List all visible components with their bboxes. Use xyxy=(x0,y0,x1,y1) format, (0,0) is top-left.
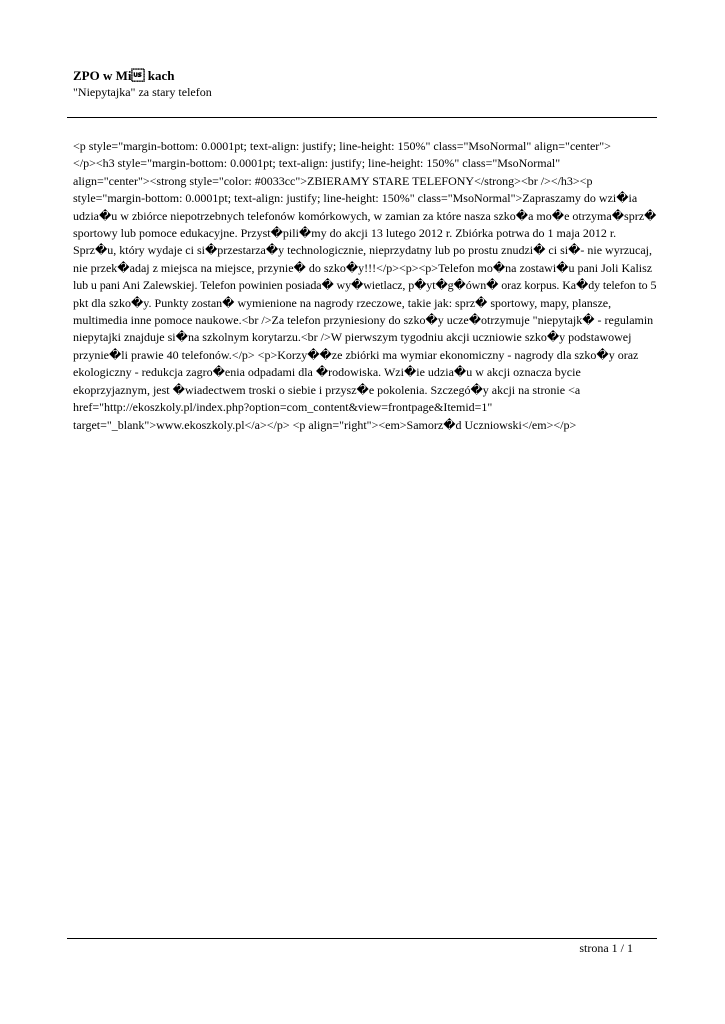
footer-divider xyxy=(67,938,657,939)
body-line: <p style="margin-bottom: 0.0001pt; text-align: justify; line-height: 150%" class="MsoNormal" align="center"> xyxy=(73,139,611,153)
body-line: pkt dla szko�y. Punkty zostan� wymienione na nagrody rzeczowe, takie jak: sprz� sportowy, mapy, plansze, xyxy=(73,295,612,310)
body-line: href="http://ekoszkoly.pl/index.php?option=com_content&view=frontpage&Itemid=1" xyxy=(73,400,493,415)
body-line: ekoprzyjaznym, jest �wiadectwem troski o siebie i przysz�e pokolenia. Szczegó�y akcji na stronie <a xyxy=(73,382,581,397)
body-line: style="margin-bottom: 0.0001pt; text-align: justify; line-height: 150%" class="MsoNormal">Zapraszamy do wzi�ia xyxy=(73,191,638,206)
body-line: sportowy lub pomoce edukacyjne. Przyst�pili�my do akcji 13 lutego 2012 r. Zbiórka potrwa do 1 maja 2012 r. xyxy=(73,226,617,241)
body-line: </p><h3 style="margin-bottom: 0.0001pt; text-align: justify; line-height: 150%" class="MsoNormal" xyxy=(73,156,561,171)
body-line: align="center"><strong style="color: #0033cc">ZBIERAMY STARE TELEFONY</strong><br /></h3><p xyxy=(73,173,593,188)
body-line: Sprz�u, który wydaje ci si�przestarza�y technologicznie, nieprzydatny lub po prostu znudzi� ci si�- nie wyrzucaj, xyxy=(73,243,653,258)
body-line: ekologiczny - redukcja zagro�enia odpadami dla �rodowiska. Wzi�ie udzia�u w akcji oznacza bycie xyxy=(73,365,581,380)
document-title: ZPO w Mi kach xyxy=(73,68,175,83)
body-line: udzia�u w zbiórce niepotrzebnych telefonów komórkowych, w zamian za które nasza szko�a mo�e otrzyma�sprz� xyxy=(73,208,657,223)
document-body xyxy=(73,138,658,434)
header-divider xyxy=(67,117,657,118)
document-header xyxy=(73,67,653,100)
body-line: lub u pani Ani Zalewskiej. Telefon powinien posiada� wy�wietlacz, p�yt�g�ówn� oraz korpus. Ka�dy telefon to 5 xyxy=(73,278,657,293)
document-subtitle: "Niepytajka" za stary telefon xyxy=(73,85,212,99)
body-line: nie przek�adaj z miejsca na miejsce, przynie� do szko�y!!!</p><p><p>Telefon mo�na zostawi�u pani Joli Kalisz xyxy=(73,260,653,275)
page-number: strona 1 / 1 xyxy=(579,941,633,955)
body-line: niepytajki znajduje si�na szkolnym korytarzu.<br />W pierwszym tygodniu akcji uczniowie szko�y podstawowej xyxy=(73,330,632,345)
body-line: przynie�li prawie 40 telefonów.</p> <p>Korzy��ze zbiórki ma wymiar ekonomiczny - nagrody dla szko�y oraz xyxy=(73,347,639,362)
body-line: multimedia inne pomoce naukowe.<br />Za telefon przyniesiony do szko�y ucze�otrzymuje "niepytajk� - regulamin xyxy=(73,313,654,328)
body-line: target="_blank">www.ekoszkoly.pl</a></p> <p align="right"><em>Samorz�d Uczniowski</em></p> xyxy=(73,417,577,432)
